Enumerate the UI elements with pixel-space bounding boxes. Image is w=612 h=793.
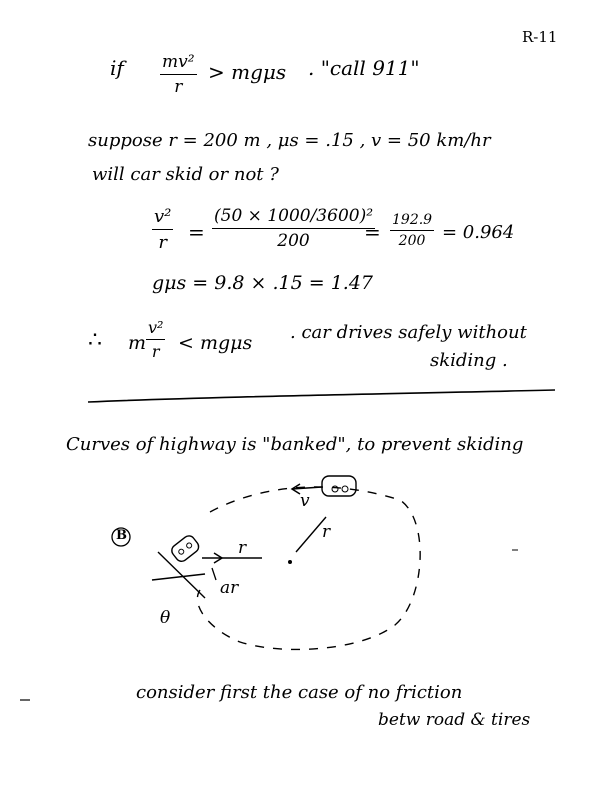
footer-line1: consider first the case of no friction: [136, 682, 463, 703]
label-r-top: r: [322, 522, 331, 542]
label-theta: θ: [160, 608, 171, 628]
if-word: if: [110, 56, 124, 80]
calc1-mid-num: (50 × 1000/3600)²: [214, 206, 374, 226]
conclusion-text1: . car drives safely without: [290, 322, 527, 343]
page-label: R-11: [522, 28, 558, 46]
calc1-lhs-den: r: [152, 229, 173, 253]
question-line: will car skid or not ?: [92, 164, 279, 185]
calc1-mid-den: 200: [212, 228, 375, 251]
top-car-icon: [322, 476, 356, 496]
therefore-symbol: ∴: [88, 328, 102, 353]
calc2-line: gμs = 9.8 × .15 = 1.47: [152, 272, 373, 294]
calc1-right-den: 200: [390, 230, 434, 249]
left-car-icon: [169, 534, 201, 564]
calc1-result: = 0.964: [442, 222, 515, 243]
line1-frac-num: mv²: [162, 52, 195, 72]
label-b: B: [116, 528, 127, 543]
label-ar: ar: [220, 578, 239, 598]
calc1-eq1: =: [188, 220, 205, 244]
calc1-lhs-num: v²: [154, 206, 172, 227]
banked-heading: Curves of highway is "banked", to prevent skiding: [66, 434, 524, 455]
calc1-eq2: =: [364, 220, 381, 244]
line1-frac-den: r: [160, 74, 197, 97]
conclusion-frac-num: v²: [148, 318, 164, 337]
label-r-left: r: [238, 538, 247, 558]
line1-rhs: > mgμs: [208, 60, 287, 84]
conclusion-rhs: < mgμs: [178, 332, 253, 354]
footer-line2: betw road & tires: [378, 710, 531, 730]
conclusion-text2: skiding .: [430, 350, 508, 371]
conclusion-frac-den: r: [146, 339, 165, 361]
suppose-line: suppose r = 200 m , μs = .15 , v = 50 km/hr: [88, 130, 491, 151]
conclusion-m: m: [128, 332, 147, 354]
center-point: [288, 560, 292, 564]
line1-comment: . "call 911": [308, 56, 420, 80]
calc1-right-num: 192.9: [392, 212, 433, 228]
label-v: v: [300, 491, 310, 511]
